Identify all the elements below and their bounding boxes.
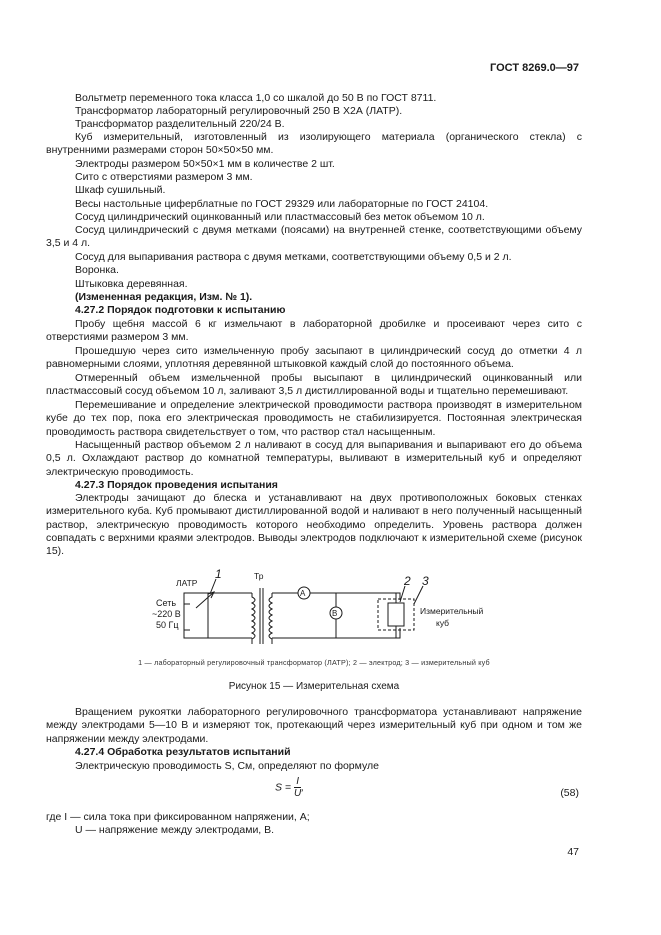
electrode xyxy=(388,603,404,626)
equipment-item: Трансформатор лабораторный регулировочный 250 В Х2А (ЛАТР). xyxy=(75,105,403,117)
page-number: 47 xyxy=(567,846,579,858)
equipment-item: Сосуд для выпаривания раствора с двумя метками, соответствующими объему 0,5 и 2 л. xyxy=(75,251,512,263)
equipment-item: Шкаф сушильный. xyxy=(75,184,166,196)
edition-note: (Измененная редакция, Изм. № 1). xyxy=(75,291,253,303)
equipment-item: Воронка. xyxy=(75,264,119,276)
paragraph: Пробу щебня массой 6 кг измельчают в лабораторной дробилке и просеивают через сито с отверстиями размером 3 мм. xyxy=(46,318,582,344)
equipment-item: Вольтметр переменного тока класса 1,0 со шкалой до 50 В по ГОСТ 8711. xyxy=(75,92,437,104)
ammeter-label: A xyxy=(300,589,306,598)
formula-numerator: I xyxy=(294,776,301,788)
measurement-circuit-diagram xyxy=(140,566,530,650)
where-line: U — напряжение между электродами, В. xyxy=(75,824,275,836)
paragraph: Прошедшую через сито измельченную пробу засыпают в цилиндрический сосуд до отметки 4 л равномерными слоями, уплотняя деревянной штыковкой каждый слой до постоянного объема. xyxy=(46,345,582,371)
latr-box xyxy=(184,593,208,638)
equipment-item: Весы настольные циферблатные по ГОСТ 29329 или лабораторные по ГОСТ 24104. xyxy=(75,198,489,210)
label-frequency: 50 Гц xyxy=(156,620,179,630)
equipment-item: Куб измерительный, изготовленный из изолирующего материала (органического стекла) с внутренними размерами сторон 50×50×50 мм. xyxy=(46,131,582,157)
equipment-item: Сосуд цилиндрический оцинкованный или пластмассовый без меток объемом 10 л. xyxy=(75,211,485,223)
section-heading: 4.27.4 Обработка результатов испытаний xyxy=(75,746,291,758)
section-heading: 4.27.2 Порядок подготовки к испытанию xyxy=(75,304,286,316)
label-latr: ЛАТР xyxy=(176,578,198,588)
equipment-item: Сито с отверстиями размером 3 мм. xyxy=(75,171,253,183)
paragraph: Вращением рукоятки лабораторного регулировочного трансформатора устанавливают напряжение между электродами 5—10 В и измеряют ток, протекающий через измерительный куб при одном и том же напряжении между электродами. xyxy=(46,706,582,745)
transformer-core xyxy=(260,588,263,644)
equation-number: (58) xyxy=(560,787,579,799)
callout-1: 1 xyxy=(215,567,222,581)
paragraph: Насыщенный раствор объемом 2 л наливают в сосуд для выпаривания и выпаривают его до объема 0,5 л. Охлаждают раствор до комнатной температуры, выливают в измерительный куб и определяют электрическую проводимость. xyxy=(46,439,582,478)
primary-coil xyxy=(208,593,255,644)
voltmeter-label: B xyxy=(332,609,338,618)
mains-wire xyxy=(184,604,190,630)
formula-58 xyxy=(275,776,304,799)
figure-caption: Рисунок 15 — Измерительная схема xyxy=(228,681,400,692)
equipment-item: Сосуд цилиндрический с двумя метками (поясами) на внутренней стенке, соответствующими объему 3,5 и 4 л. xyxy=(46,224,582,250)
formula-denominator: U xyxy=(293,788,302,799)
label-cube-2: куб xyxy=(436,618,450,628)
equipment-item: Трансформатор разделительный 220/24 В. xyxy=(75,118,285,130)
measuring-cube xyxy=(378,599,414,630)
label-tr: Тр xyxy=(254,571,264,581)
document-header: ГОСТ 8269.0—97 xyxy=(490,62,579,74)
label-voltage: ~220 В xyxy=(152,609,181,619)
label-net: Сеть xyxy=(156,598,177,608)
formula-tail: , xyxy=(301,781,305,794)
paragraph: Электрическую проводимость S, См, определяют по формуле xyxy=(75,760,379,772)
secondary-coil xyxy=(269,593,272,644)
equipment-item: Электроды размером 50×50×1 мм в количестве 2 шт. xyxy=(75,158,335,170)
callout-3: 3 xyxy=(422,574,429,588)
equipment-item: Штыковка деревянная. xyxy=(75,278,188,290)
formula-lhs: S = xyxy=(275,781,292,794)
paragraph: Отмеренный объем измельченной пробы высыпают в цилиндрический оцинкованный или пластмассовый сосуд объемом 10 л, заливают 3,5 л дистиллированной воды и тщательно перемешивают. xyxy=(46,372,582,398)
where-line: где I — сила тока при фиксированном напряжении, А; xyxy=(46,811,310,823)
paragraph: Электроды зачищают до блеска и устанавливают на двух противоположных боковых стенках измерительного куба. Куб промывают дистиллированной водой и наливают в него полученный насыщенный раствор, электрическую проводимость которого необходимо определить. Уровень раствора должен совпадать с верхними краями электродов. Выводы электродов подключают к измерительной схеме (рисунок 15). xyxy=(46,492,582,558)
callout-2: 2 xyxy=(404,574,411,588)
paragraph: Перемешивание и определение электрической проводимости раствора производят в измерительном кубе до тех пор, пока его электрическая проводимость не стабилизируется. Постоянная электрическая проводимость раствора свидетельствует о том, что раствор стал насыщенным. xyxy=(46,399,582,438)
latr-slider xyxy=(196,592,214,608)
label-cube-1: Измерительный xyxy=(420,606,484,616)
section-heading: 4.27.3 Порядок проведения испытания xyxy=(75,479,278,491)
figure-legend: 1 — лабораторный регулировочный трансформатор (ЛАТР); 2 — электрод; 3 — измерительный куб xyxy=(138,658,490,667)
